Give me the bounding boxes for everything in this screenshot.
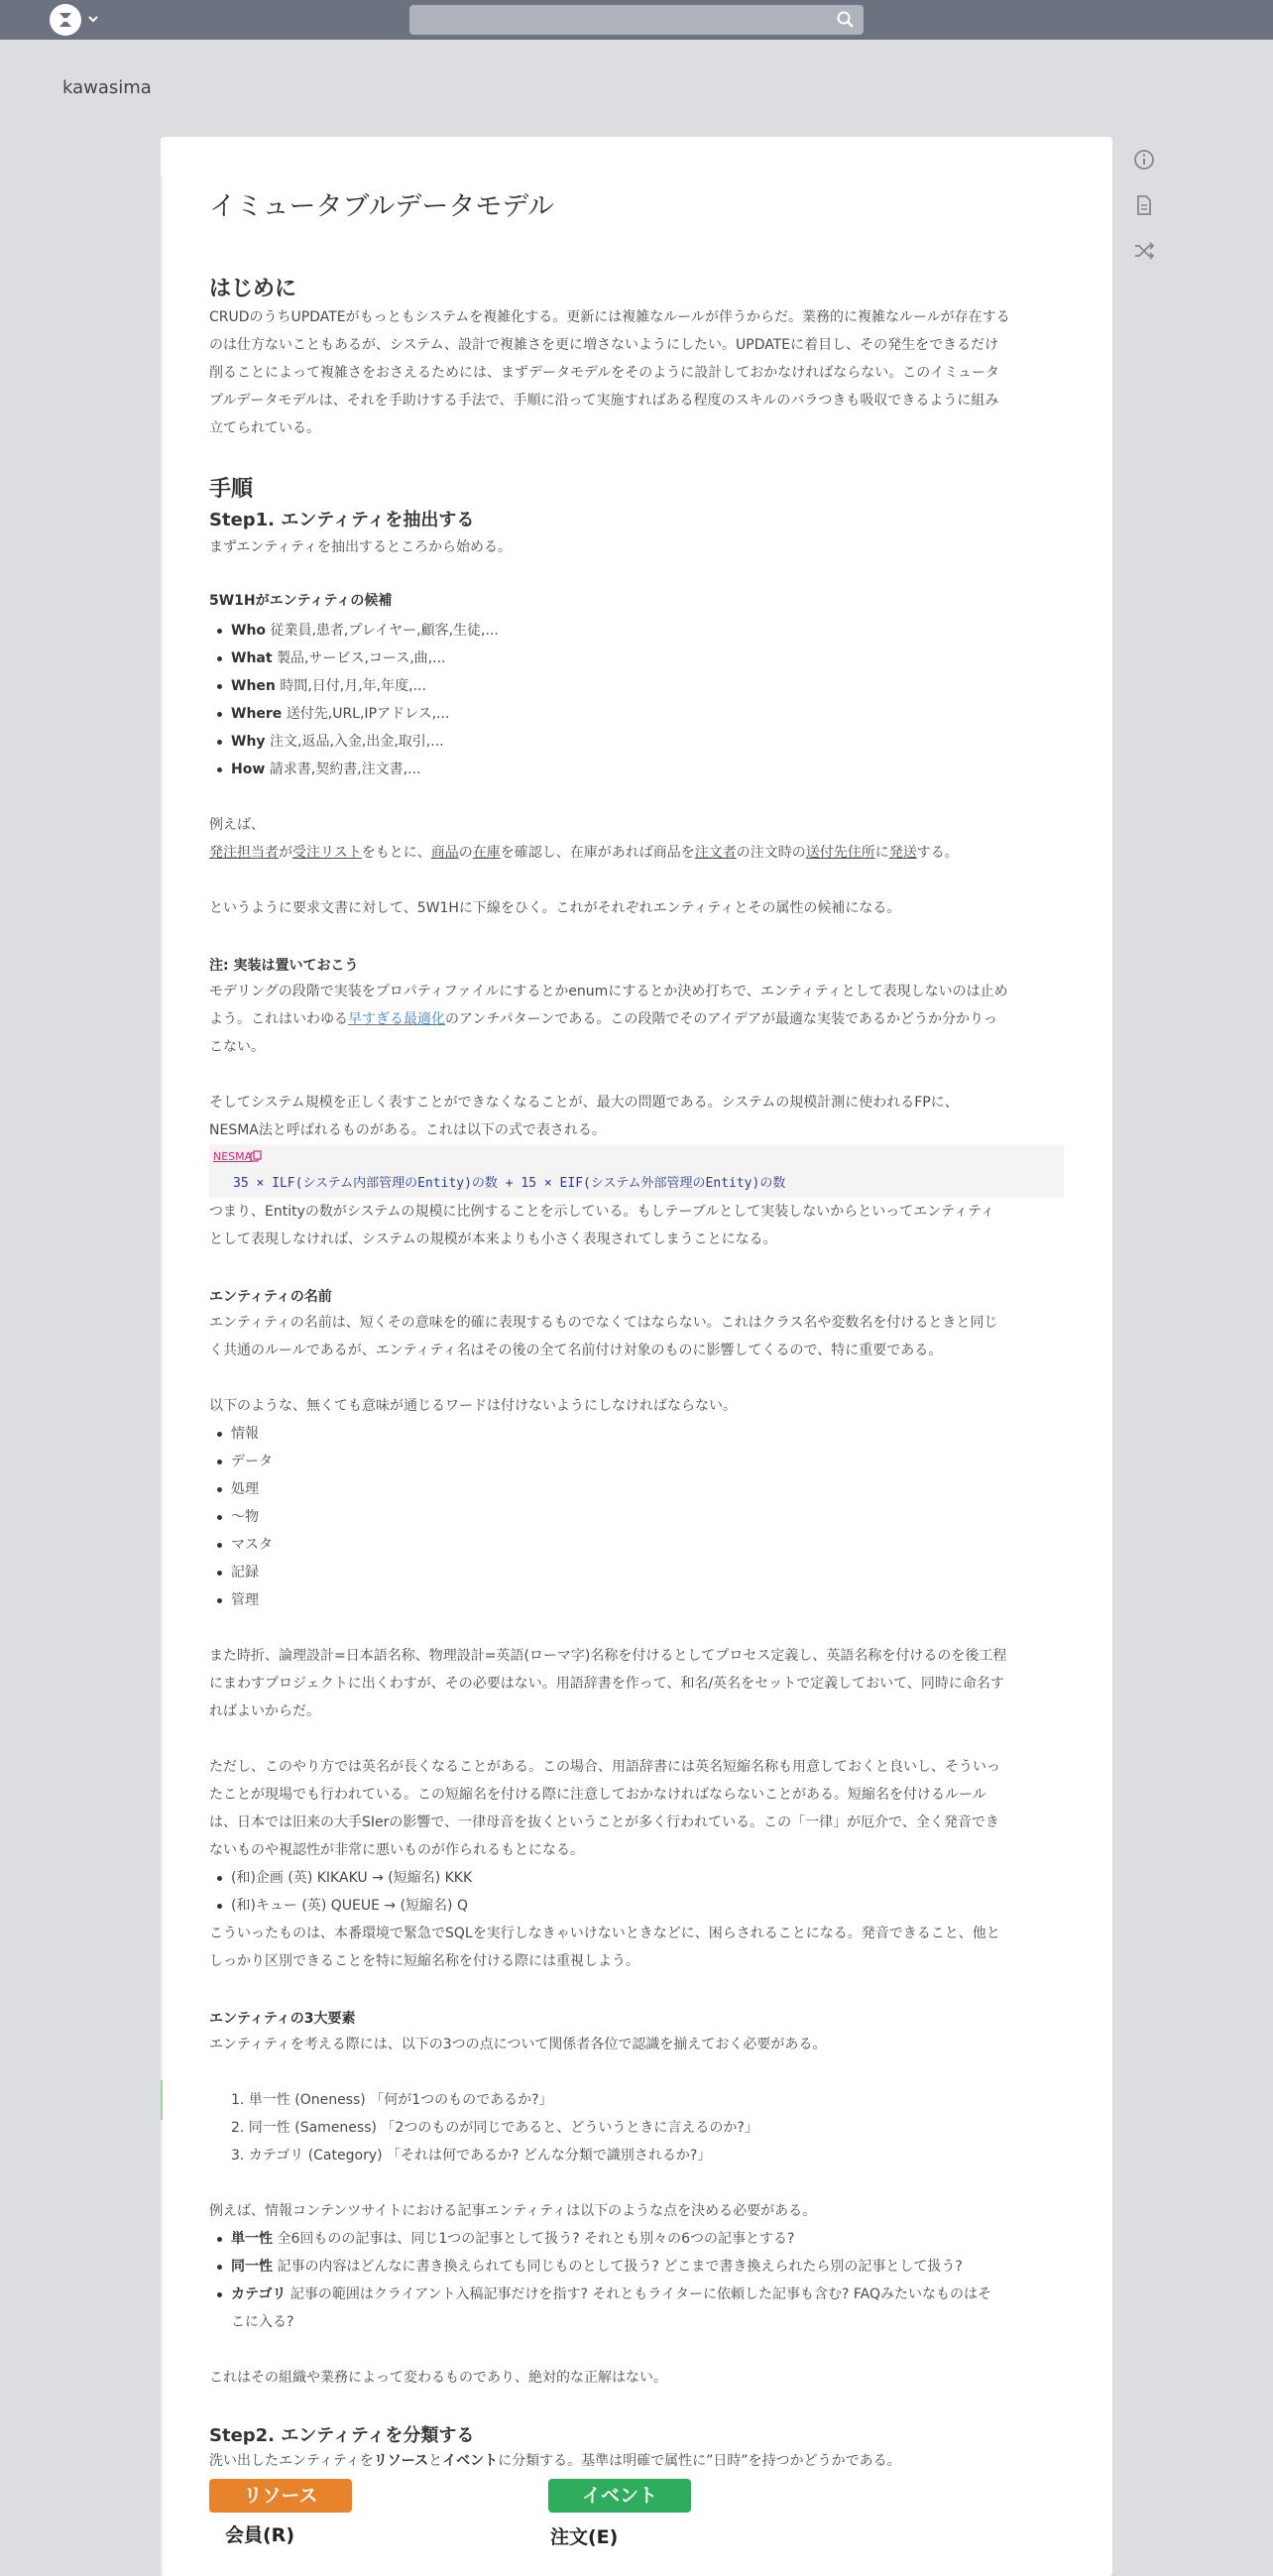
after-code-line: として表現しなければ、システムの規模が本来よりも小さく表現されてしまうことになる。: [209, 1231, 777, 1247]
bad-words-list: [209, 1420, 273, 1614]
event-entity-title: 注文(E): [550, 2526, 619, 2548]
three-example-list: [209, 2225, 991, 2336]
step2-text: 洗い出したエンティティをリソースとイベントに分類する。基準は明確で属性に”日時”を持つかどうかである。: [209, 2453, 901, 2469]
w5h1-heading: 5W1Hがエンティティの候補: [209, 593, 393, 609]
step1-text: まずエンティティを抽出するところから始める。: [209, 539, 513, 555]
note-line: よう。これはいわゆる早すぎる最適化のアンチパターンである。この段階でそのアイデアが最適な実装であるかどうか分かりっ: [209, 1011, 998, 1027]
card-rail: [161, 176, 163, 2576]
logo-icon[interactable]: [50, 4, 81, 36]
search-input[interactable]: [409, 5, 864, 35]
list-item: 情報: [209, 1420, 273, 1448]
procedure-heading: 手順: [209, 477, 254, 502]
intro-line: のは仕方ないこともあるが、システム、設計で複雑さを更に増さないようにしたい。UPDATEに着目し、その発生をできるだけ: [209, 337, 999, 353]
list-item: Where 送付先,URL,IPアドレス,...: [209, 700, 499, 728]
team-name[interactable]: kawasima: [62, 77, 152, 98]
code-label[interactable]: NESMA: [213, 1150, 253, 1163]
naming-para: また時折、論理設計=日本語名称、物理設計=英語(ローマ字)名称を付けるとしてプロセス定義し、英語名称を付けるのを後工程: [209, 1648, 1007, 1664]
scale-line: そしてシステム規模を正しく表すことができなくなることが、最大の問題である。システムの規模計測に使われるFPに、: [209, 1095, 959, 1111]
list-item: 〜物: [209, 1503, 273, 1531]
card-rail-mark: [161, 2080, 163, 2120]
naming-para: は、日本では旧来の大手SIerの影響で、一律母音を抜くということが多く行われている。この「一律」が厄介で、全く発音でき: [209, 1815, 999, 1830]
abbr-list: [209, 1864, 472, 1920]
naming-para: にまわすプロジェクトに出くわすが、その必要はない。用語辞書を作って、和名/英名をセットで定義しておいて、同時に命名す: [209, 1676, 1004, 1692]
list-item: 3. カテゴリ (Category) 「それは何であるか? どんな分類で識別されるか?」: [231, 2148, 712, 2164]
naming-heading: エンティティの名前: [209, 1289, 332, 1305]
resource-entity-title: 会員(R): [225, 2524, 294, 2546]
event-label: イベント: [548, 2479, 691, 2513]
intro-line: 削ることによって複雑さをおさえるためには、まずデータモデルをそのように設計しておかなければならない。このイミュータ: [209, 365, 1000, 381]
naming-para: ないものや視認性が非常に悪いものが作られるもとになる。: [209, 1842, 584, 1858]
step2-heading: Step2. エンティティを分類する: [209, 2425, 475, 2446]
document-icon[interactable]: [1132, 193, 1156, 217]
list-item: When 時間,日付,月,年,年度,...: [209, 672, 499, 700]
list-item: How 請求書,契約書,注文書,...: [209, 756, 499, 783]
list-item: 2. 同一性 (Sameness) 「2つのものが同じであると、どういうときに言えるのか?」: [231, 2120, 758, 2136]
three-heading: エンティティの3大要素: [209, 2011, 356, 2027]
copy-icon[interactable]: [250, 1150, 262, 1162]
three-intro: エンティティを考える際には、以下の3つの点について関係者各位で認識を揃えておく必要がある。: [209, 2037, 827, 2052]
search-icon[interactable]: [836, 10, 856, 30]
page-title: イミュータブルデータモデル: [209, 191, 555, 222]
w5h1-list: [209, 617, 499, 783]
scale-line: NESMA法と呼ばれるものがある。これは以下の式で表される。: [209, 1122, 606, 1138]
list-item: Who 従業員,患者,プレイヤー,顧客,生徒,...: [209, 617, 499, 644]
list-item: 同一性 記事の内容はどんなに書き換えられても同じものとして扱う? どこまで書き換えられたら別の記事として扱う?: [209, 2253, 991, 2281]
three-example-intro: 例えば、情報コンテンツサイトにおける記事エンティティは以下のような点を決める必要がある。: [209, 2203, 817, 2219]
shuffle-icon[interactable]: [1132, 239, 1156, 263]
note-line: モデリングの段階で実装をプロパティファイルにするとかenumにするとか決め打ちで、エンティティとして表現しないのは止め: [209, 984, 1008, 999]
list-item: データ: [209, 1448, 273, 1475]
three-list: [209, 2086, 758, 2169]
intro-line: 立てられている。: [209, 420, 320, 436]
naming-line: エンティティの名前は、短くその意味を的確に表現するものでなくてはならない。これはクラス名や変数名を付けるときと同じ: [209, 1315, 998, 1331]
example-sentence: 発注担当者が受注リストをもとに、商品の在庫を確認し、在庫があれば商品を注文者の注文時の送付先住所に発送する。: [209, 845, 959, 861]
note-heading: 注: 実装は置いておこう: [209, 958, 359, 974]
list-item: 記録: [209, 1559, 273, 1586]
top-bar: [0, 0, 1273, 40]
naming-para: ただし、このやり方では英名が長くなることがある。この場合、用語辞書には英名短縮名称も用意しておくと良いし、そういっ: [209, 1759, 1000, 1775]
list-item: 管理: [209, 1586, 273, 1614]
resource-label: リソース: [209, 2479, 352, 2513]
list-item: (和)キュー (英) QUEUE → (短縮名) Q: [209, 1892, 472, 1920]
code-block: [209, 1144, 1064, 1198]
list-item: Why 注文,返品,入金,出金,取引,...: [209, 728, 499, 756]
naming-para: たことが現場でも行われている。この短縮名を付ける際に注意しておかなければならないことがある。短縮名を付けるルール: [209, 1787, 986, 1803]
code-line: 35 × ILF(システム内部管理のEntity)の数 + 15 × EIF(システム外部管理のEntity)の数: [233, 1176, 786, 1191]
example-after: というように要求文書に対して、5W1Hに下線をひく。これがそれぞれエンティティとその属性の候補になる。: [209, 900, 901, 916]
naming-para: ればよいからだ。: [209, 1703, 320, 1719]
chevron-down-icon[interactable]: [86, 12, 100, 26]
intro-line: CRUDのうちUPDATEがもっともシステムを複雑化する。更新には複雑なルールが伴うからだ。業務的に複雑なルールが存在する: [209, 309, 1010, 325]
list-item: What 製品,サービス,コース,曲,...: [209, 644, 499, 672]
list-item: 1. 単一性 (Oneness) 「何が1つのものであるか?」: [231, 2092, 553, 2108]
list-item: (和)企画 (英) KIKAKU → (短縮名) KKK: [209, 1864, 472, 1892]
premature-optimization-link[interactable]: 早すぎる最適化: [348, 1011, 445, 1027]
naming-line: 以下のような、無くても意味が通じるワードは付けないようにしなければならない。: [209, 1398, 737, 1414]
naming-para: こういったものは、本番環境で緊急でSQLを実行しなきゃいけないときなどに、困らされることになる。発音できること、他と: [209, 1926, 1000, 1941]
after-code-line: つまり、Entityの数がシステムの規模に比例することを示している。もしテーブルとして実装しないからといってエンティティ: [209, 1204, 994, 1220]
naming-para: しっかり区別できることを特に短縮名称を付ける際には重視しよう。: [209, 1953, 639, 1969]
list-item: マスタ: [209, 1531, 273, 1559]
info-icon[interactable]: [1132, 148, 1156, 172]
list-item: 単一性 全6回ものの記事は、同じ1つの記事として扱う? それとも別々の6つの記事とする?: [209, 2225, 991, 2253]
intro-line: ブルデータモデルは、それを手助けする手法で、手順に沿って実施すればある程度のスキルのバラつきも吸収できるように組み: [209, 393, 999, 409]
naming-line: く共通のルールであるが、エンティティ名はその後の全て名前付け対象のものに影響してくるので、特に重要である。: [209, 1343, 943, 1358]
intro-heading: はじめに: [209, 277, 297, 301]
three-closing: これはその組織や業務によって変わるものであり、絶対的な正解はない。: [209, 2370, 667, 2386]
list-item: 処理: [209, 1475, 273, 1503]
step1-heading: Step1. エンティティを抽出する: [209, 510, 475, 530]
note-line: こない。: [209, 1039, 265, 1055]
list-item: こに入る?: [231, 2314, 294, 2330]
list-item: カテゴリ 記事の範囲はクライアント入稿記事だけを指す? それともライターに依頼した記事も含む? FAQみたいなものはそ: [209, 2281, 991, 2308]
example-intro: 例えば、: [209, 817, 265, 833]
